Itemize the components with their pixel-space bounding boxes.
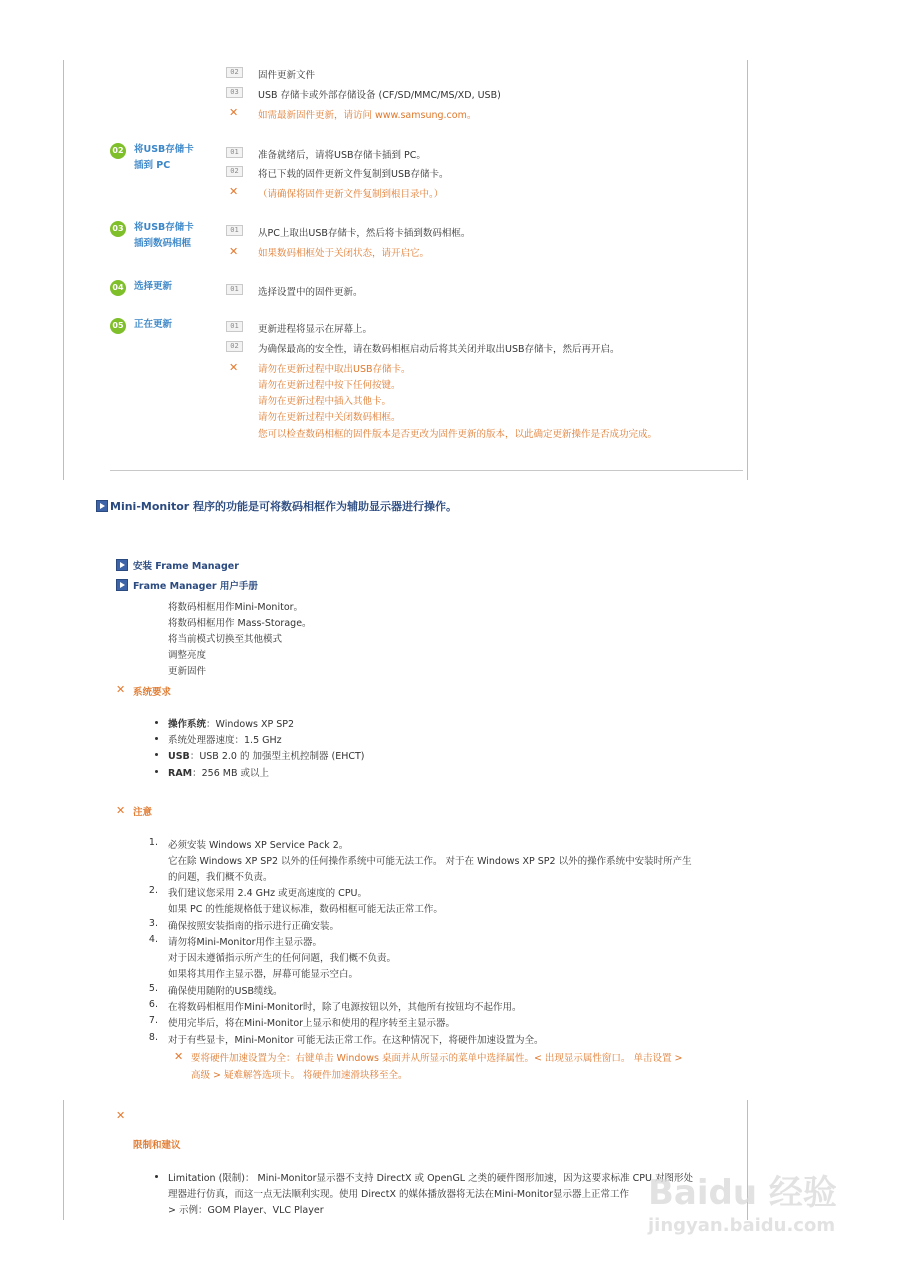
step-tag: 03 (226, 87, 243, 98)
bullet (155, 721, 158, 724)
warning-text: 请勿在更新过程中插入其他卡。 (258, 396, 392, 407)
sysreq-label: USB (168, 751, 190, 762)
step-title: 正在更新 (134, 319, 173, 330)
note-number: 6. (148, 999, 158, 1010)
divider (110, 470, 743, 471)
step-tag: 01 (226, 284, 243, 295)
note-line: 在将数码相框用作Mini-Monitor时，除了电源按钮以外，其他所有按钮均不起作用。 (168, 1002, 522, 1013)
sysreq-value: 系统处理器速度：1.5 GHz (168, 735, 282, 746)
warning-icon: ✕ (229, 361, 239, 374)
note-number: 5. (148, 983, 158, 994)
note-line: 确保按照安装指南的指示进行正确安装。 (168, 921, 340, 932)
step-number-badge: 03 (110, 221, 126, 237)
sysreq-item (168, 732, 282, 746)
right-border (747, 60, 748, 480)
warning-icon: ✕ (229, 185, 239, 198)
notes-title: 注意 (133, 807, 153, 818)
step-text: 固件更新文件 (258, 70, 316, 81)
sysreq-value: ：256 MB 或以上 (192, 768, 270, 779)
warning-icon: ✕ (174, 1050, 184, 1063)
step-number-badge: 04 (110, 280, 126, 296)
section-heading: Mini-Monitor 程序的功能是可将数码相框作为辅助显示器进行操作。 (110, 500, 458, 513)
note-line: 如果 PC 的性能规格低于建议标准，数码相框可能无法正常工作。 (168, 904, 443, 915)
step-text: USB 存储卡或外部存储设备 (CF/SD/MMC/MS/XD, USB) (258, 90, 501, 101)
left-border-lower (63, 1100, 64, 1220)
note-line: 它在除 Windows XP SP2 以外的任何操作系统中可能无法工作。 对于在 Windows XP SP2 以外的操作系统中安装时所产生 (168, 856, 692, 867)
step-text: 从PC上取出USB存储卡，然后将卡插到数码相框。 (258, 228, 471, 239)
step-tag: 01 (226, 147, 243, 158)
bullet (155, 1175, 158, 1178)
manual-item: 将数码相框用作Mini-Monitor。 (168, 602, 304, 613)
warning-text: 请勿在更新过程中按下任何按键。 (258, 380, 401, 391)
step-title: 选择更新 (134, 281, 173, 292)
sysreq-value: ：Windows XP SP2 (206, 719, 295, 730)
limit-line: 理器进行仿真，而这一点无法顺利实现。使用 DirectX 的媒体播放器将无法在Mini-Monitor显示器上正常工作 (168, 1189, 630, 1200)
note-number: 3. (148, 918, 158, 929)
frame-manager-manual-link[interactable]: Frame Manager 用户手册 (133, 581, 258, 592)
step-tag: 01 (226, 321, 243, 332)
step-title: 插到数码相框 (134, 238, 192, 249)
note-number: 4. (148, 934, 158, 945)
warning-text: 请勿在更新过程中取出USB存储卡。 (258, 364, 411, 375)
step-text: 选择设置中的固件更新。 (258, 287, 363, 298)
warning-text: （请确保将固件更新文件复制到根目录中。） (258, 189, 444, 200)
bullet (155, 753, 158, 756)
note-warning: 高级 > 疑难解答选项卡。 将硬件加速滑块移至全。 (191, 1070, 408, 1081)
sysreq-item (168, 716, 294, 730)
step-title: 将USB存储卡 (134, 144, 194, 155)
sysreq-label: 操作系统 (168, 719, 207, 730)
limit-line: Limitation (限制)： Mini-Monitor显示器不支持 DirectX 或 OpenGL 之类的硬件图形加速，因为这要求标准 CPU 对图形处 (168, 1173, 693, 1184)
note-line: 使用完毕后，将在Mini-Monitor上显示和使用的程序转至主显示器。 (168, 1018, 456, 1029)
cross-icon: ✕ (116, 1109, 126, 1122)
step-title: 将USB存储卡 (134, 222, 194, 233)
cross-icon: ✕ (116, 804, 126, 817)
link-arrow-icon (116, 559, 128, 571)
step-tag: 02 (226, 166, 243, 177)
warning-icon: ✕ (229, 106, 239, 119)
step-tag: 02 (226, 67, 243, 78)
sysreq-title: 系统要求 (133, 687, 172, 698)
step-text: 将已下载的固件更新文件复制到USB存储卡。 (258, 169, 449, 180)
note-number: 8. (148, 1032, 158, 1043)
note-line: 如果将其用作主显示器，屏幕可能显示空白。 (168, 969, 359, 980)
step-number-badge: 05 (110, 318, 126, 334)
step-title: 插到 PC (134, 160, 171, 171)
warning-text: 如需最新固件更新，请访问 www.samsung.com。 (258, 110, 477, 121)
note-line: 对于有些显卡，Mini-Monitor 可能无法正常工作。在这种情况下，将硬件加速设置为全。 (168, 1035, 544, 1046)
note-line: 确保使用随附的USB缆线。 (168, 986, 283, 997)
step-number-badge: 02 (110, 143, 126, 159)
bullet (155, 770, 158, 773)
section-arrow-icon (96, 500, 108, 512)
note-number: 2. (148, 885, 158, 896)
note-warning: 要将硬件加速设置为全：右键单击 Windows 桌面并从所显示的菜单中选择属性。< 出现显示属性窗口。 单击设置 > (191, 1053, 683, 1064)
sysreq-value: ：USB 2.0 的 加强型主机控制器 (EHCT) (189, 751, 365, 762)
limits-title: 限制和建议 (133, 1140, 181, 1151)
note-line: 请勿将Mini-Monitor用作主显示器。 (168, 937, 323, 948)
step-tag: 01 (226, 225, 243, 236)
install-frame-manager-link[interactable]: 安装 Frame Manager (133, 561, 239, 572)
manual-item: 将数码相框用作 Mass-Storage。 (168, 618, 312, 629)
note-number: 7. (148, 1015, 158, 1026)
bullet (155, 737, 158, 740)
note-line: 对于因未遵循指示所产生的任何问题，我们概不负责。 (168, 953, 397, 964)
note-line: 必须安装 Windows XP Service Pack 2。 (168, 840, 349, 851)
manual-item: 将当前模式切换至其他模式 (168, 634, 283, 645)
step-tag: 02 (226, 341, 243, 352)
sysreq-item (168, 765, 269, 779)
note-line: 的问题，我们概不负责。 (168, 872, 273, 883)
manual-item: 调整亮度 (168, 650, 207, 661)
sysreq-item (168, 748, 365, 762)
step-text: 更新进程将显示在屏幕上。 (258, 324, 373, 335)
left-border (63, 60, 64, 480)
watermark-url: jingyan.baidu.com (648, 1215, 836, 1236)
warning-text: 如果数码相框处于关闭状态，请开启它。 (258, 248, 430, 259)
watermark-logo: Baidu 经验 (648, 1173, 837, 1213)
link-arrow-icon (116, 579, 128, 591)
step-text: 准备就绪后，请将USB存储卡插到 PC。 (258, 150, 426, 161)
note-number: 1. (148, 837, 158, 848)
warning-text: 您可以检查数码相框的固件版本是否更改为固件更新的版本，以此确定更新操作是否成功完成。 (258, 429, 658, 440)
note-line: 我们建议您采用 2.4 GHz 或更高速度的 CPU。 (168, 888, 367, 899)
warning-icon: ✕ (229, 245, 239, 258)
limit-line: > 示例：GOM Player、VLC Player (168, 1205, 324, 1216)
manual-item: 更新固件 (168, 666, 207, 677)
sysreq-label: RAM (168, 768, 193, 779)
cross-icon: ✕ (116, 683, 126, 696)
warning-text: 请勿在更新过程中关闭数码相框。 (258, 412, 401, 423)
step-text: 为确保最高的安全性，请在数码相框启动后将其关闭并取出USB存储卡，然后再开启。 (258, 344, 620, 355)
